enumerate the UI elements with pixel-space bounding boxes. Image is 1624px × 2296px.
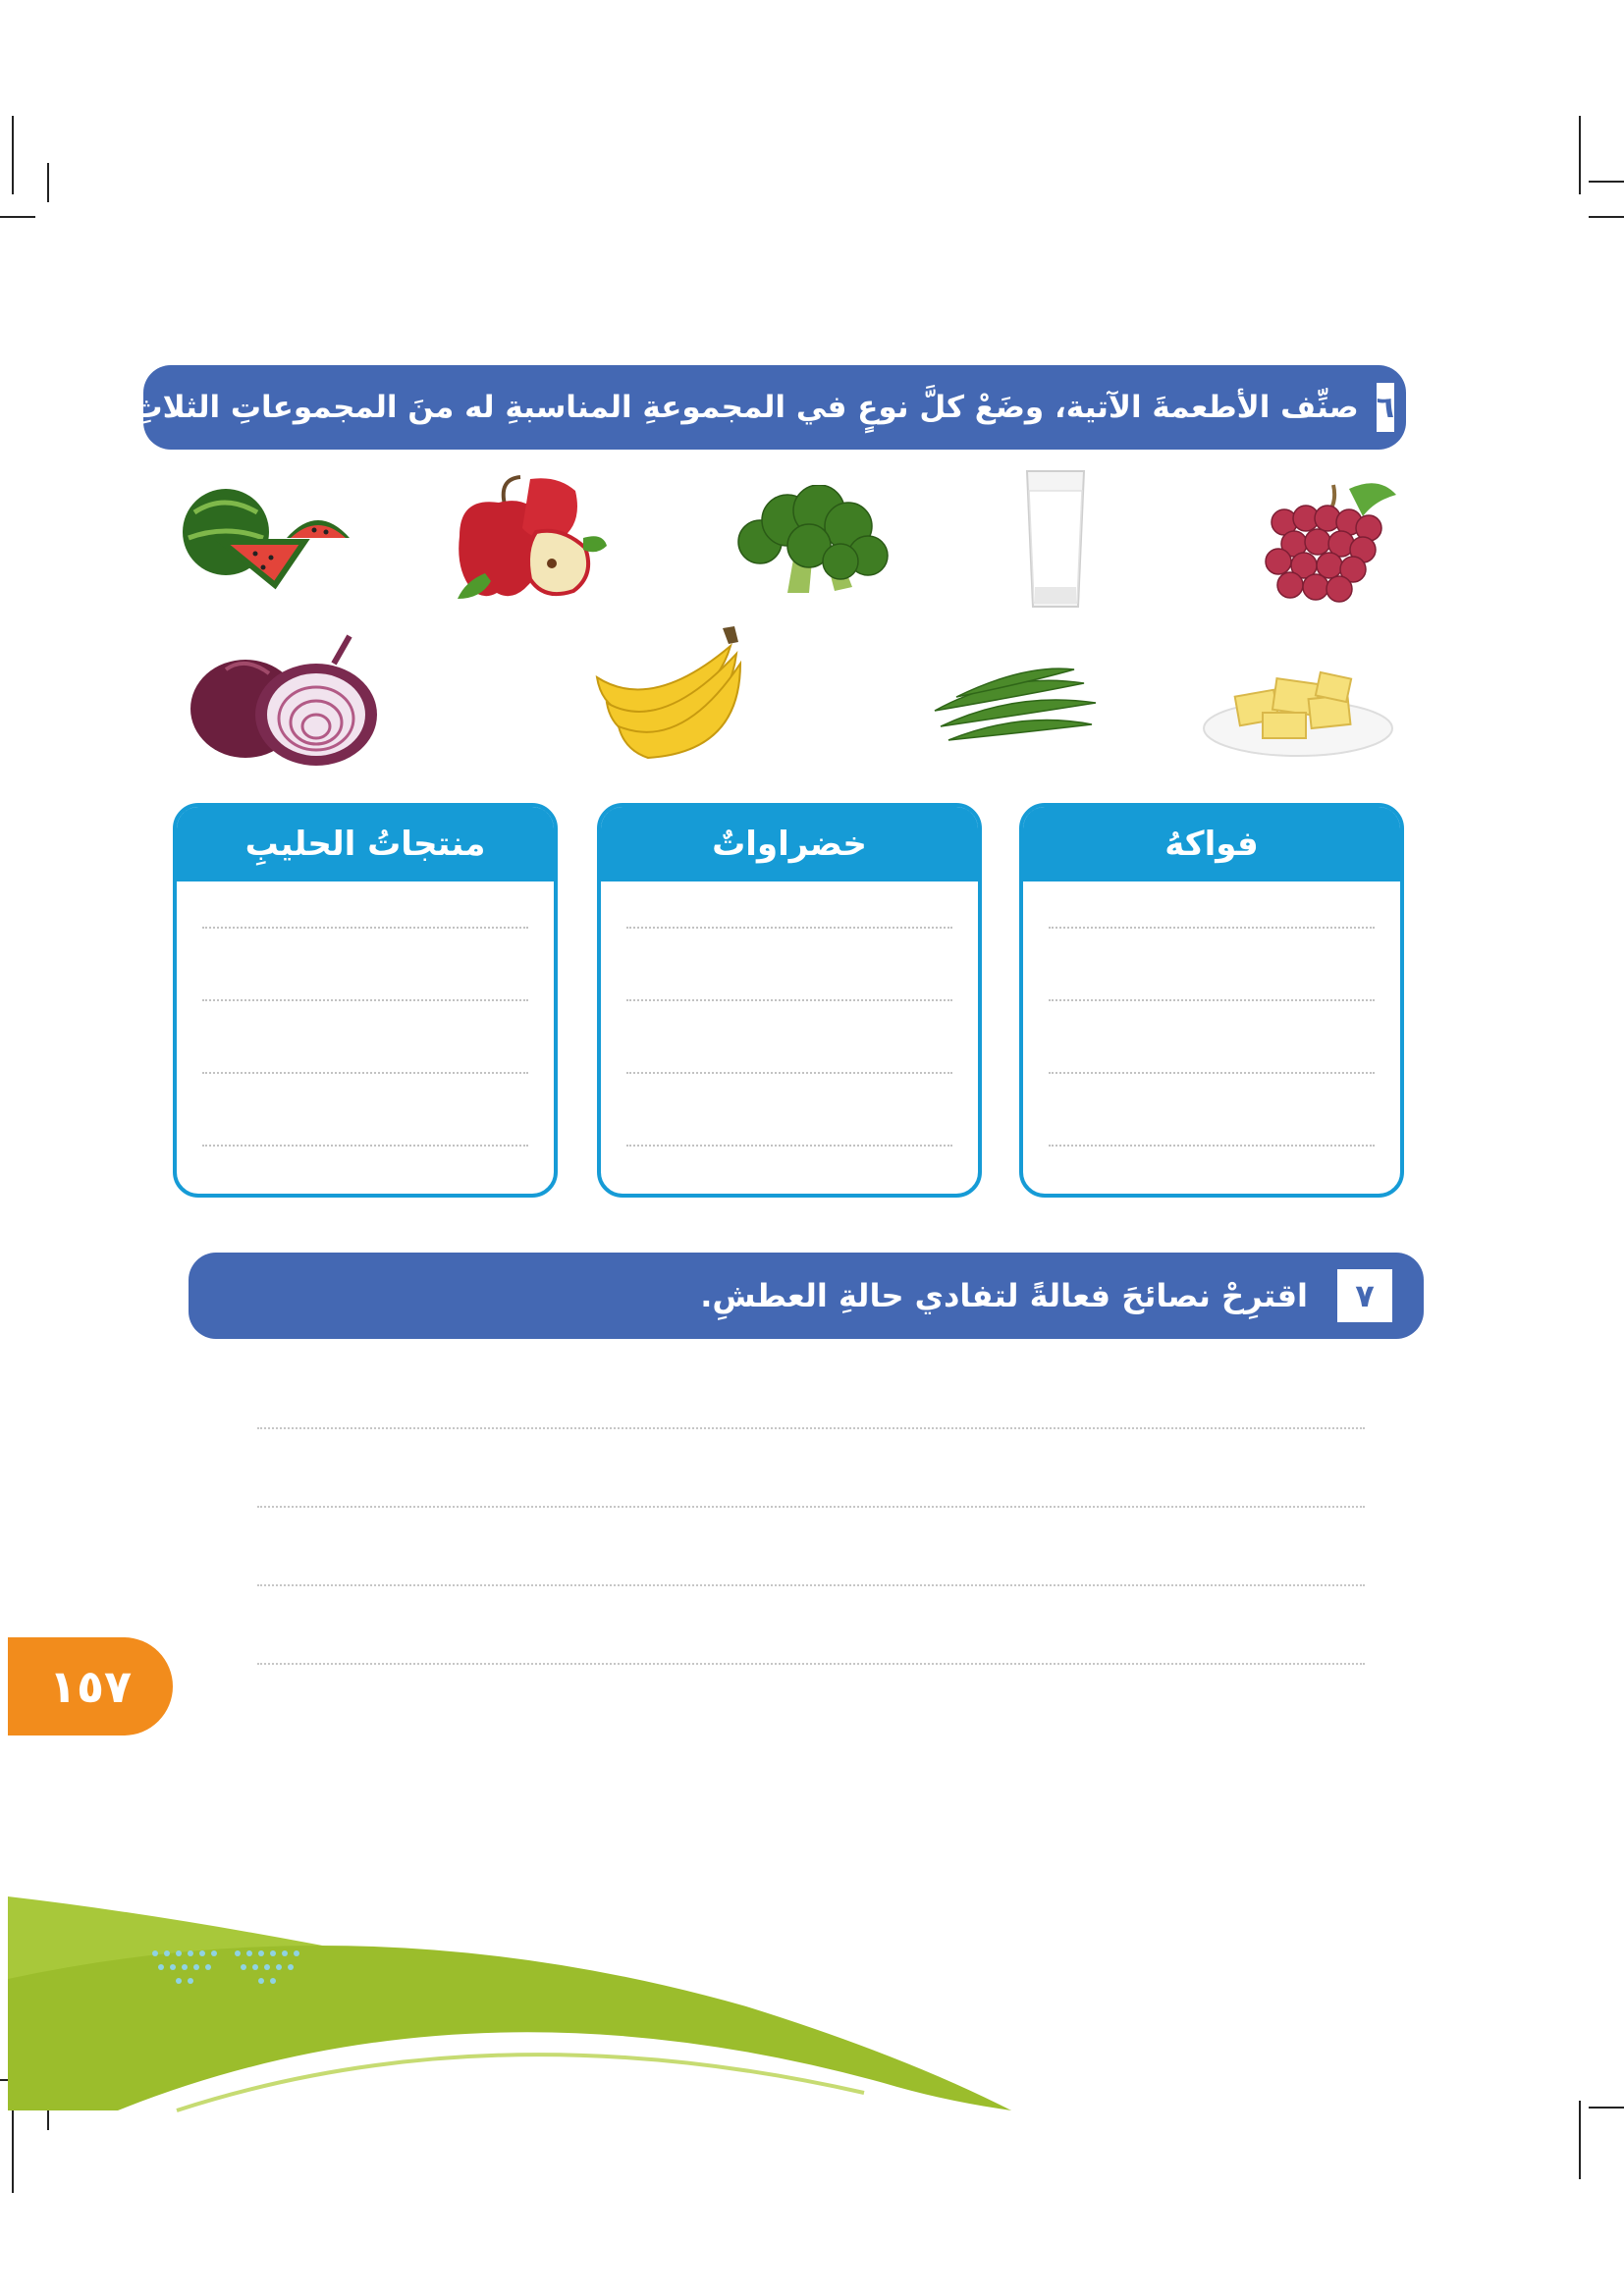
category-title-dairy: منتجاتُ الحليبِ [177,807,554,881]
page-number: ١٥٧ [8,1637,173,1735]
category-title-fruits: فواكهُ [1023,807,1400,881]
question-7-band [189,1253,1424,1339]
answer-line[interactable] [1049,1072,1375,1074]
answer-line[interactable] [626,999,952,1001]
milk-glass-icon [1021,467,1090,614]
banana-icon [593,624,766,762]
crop-mark [1579,116,1581,194]
category-title-vegetables: خضراواتٌ [601,807,978,881]
writing-line[interactable] [257,1584,1365,1586]
category-box-vegetables [597,803,982,1198]
butter-icon [1200,664,1396,762]
answer-line[interactable] [626,927,952,929]
category-box-fruits [1019,803,1404,1198]
answer-line[interactable] [626,1072,952,1074]
answer-line[interactable] [202,1072,528,1074]
writing-line[interactable] [257,1663,1365,1665]
answer-line[interactable] [202,1145,528,1147]
grapes-icon [1243,475,1410,613]
answer-line[interactable] [626,1145,952,1147]
crop-mark [1589,2107,1624,2109]
crop-mark [1589,181,1624,183]
answer-line[interactable] [1049,1145,1375,1147]
question-7-number: ٧ [1337,1269,1392,1322]
ministry-logo [147,1944,304,1999]
answer-line[interactable] [1049,927,1375,929]
okra-icon [927,658,1104,752]
writing-line[interactable] [257,1427,1365,1429]
question-7-text: اقترِحْ نصائحَ فعالةً لتفادي حالةِ العطشِ. [700,1277,1308,1314]
answer-line[interactable] [202,927,528,929]
question-6-band [120,365,1406,450]
apple-icon [446,475,611,605]
question-6-number: ٦ [1377,383,1394,432]
category-box-dairy [173,803,558,1198]
crop-mark [1579,2101,1581,2179]
crop-mark [0,216,35,218]
crop-mark [1589,216,1624,218]
crop-mark [12,116,14,194]
answer-line[interactable] [202,999,528,1001]
answer-line[interactable] [1049,999,1375,1001]
watermelon-icon [177,483,353,591]
broccoli-icon [731,485,893,597]
crop-mark [12,2110,14,2193]
crop-mark [47,163,49,202]
writing-line[interactable] [257,1506,1365,1508]
question-6-text: صنِّف الأطعمةَ الآتية، وضَعْ كلَّ نوعٍ في المجموعةِ المناسبةِ له منَ المجموعاتِ الثلاثِ: [120,390,1359,425]
onion-icon [187,634,383,768]
